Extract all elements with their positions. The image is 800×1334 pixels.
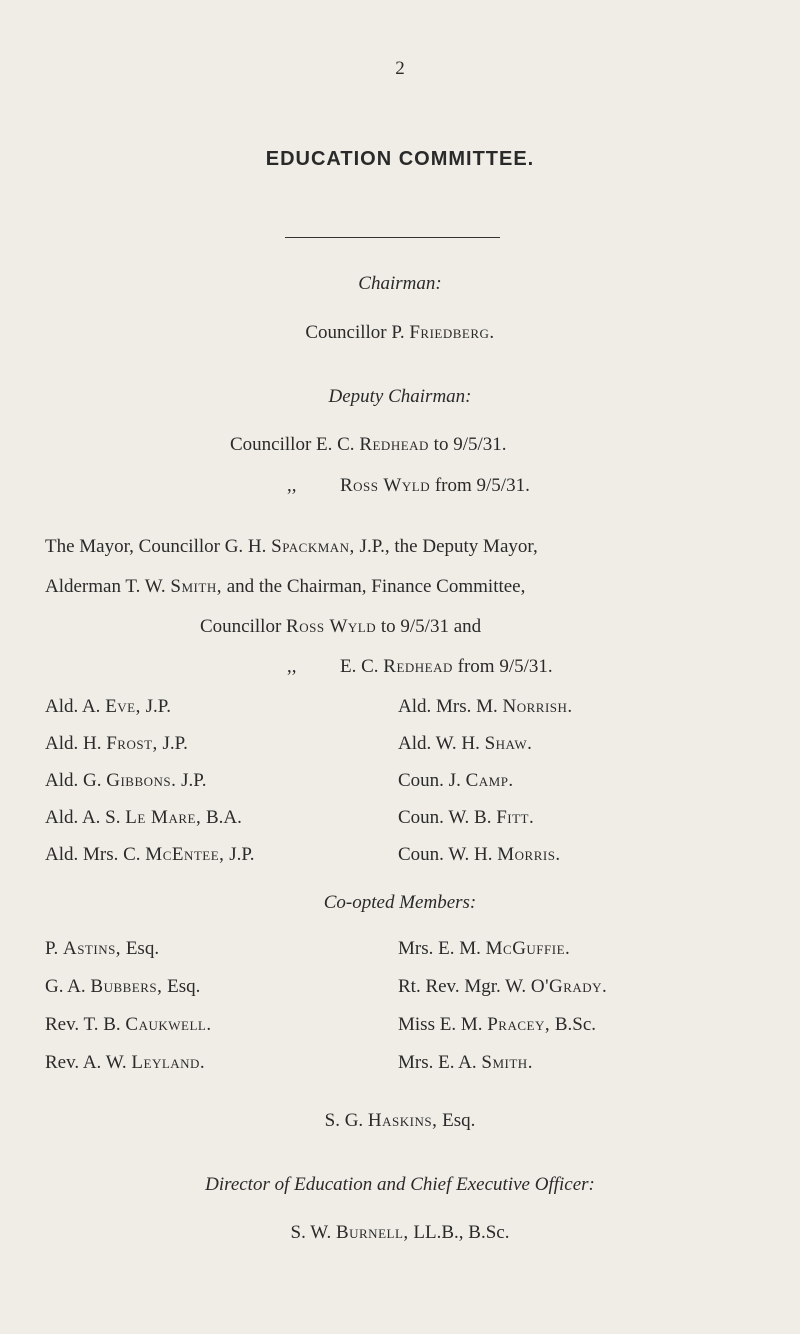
member-row bbox=[398, 844, 561, 866]
member-pre: Rt. Rev. Mgr. W. bbox=[398, 976, 527, 997]
chairman-heading: Chairman: bbox=[358, 273, 442, 294]
member-name: Smith. bbox=[481, 1052, 533, 1073]
director-post: LL.B., B.Sc. bbox=[413, 1222, 510, 1243]
ex-officio-line2-name: Smith, bbox=[170, 576, 222, 597]
member-name: Eve, bbox=[105, 696, 141, 717]
co-opted-last-post: Esq. bbox=[442, 1110, 476, 1131]
ex-officio-line1-text-b: J.P., the Deputy Mayor, bbox=[359, 536, 538, 557]
member-name: Pracey, bbox=[487, 1014, 551, 1035]
ex-officio-line2-text-a: Alderman T. W. bbox=[45, 576, 166, 597]
member-name: Leyland. bbox=[131, 1052, 206, 1073]
deputy-line1-prefix: Councillor E. C. bbox=[230, 434, 355, 455]
member-name: Camp. bbox=[465, 770, 514, 791]
member-row bbox=[45, 807, 242, 829]
co-opted-last-pre: S. G. bbox=[324, 1110, 364, 1131]
member-row bbox=[45, 733, 188, 755]
member-row bbox=[45, 770, 207, 792]
co-opted-last-name: Haskins, bbox=[367, 1110, 438, 1131]
deputy-chairman-line-2 bbox=[340, 475, 530, 497]
director-pre: S. W. bbox=[290, 1222, 332, 1243]
chairman-line bbox=[0, 322, 800, 344]
member-pre: Ald. Mrs. M. bbox=[398, 696, 498, 717]
co-opted-member-row bbox=[45, 976, 200, 998]
member-pre: Ald. W. H. bbox=[398, 733, 480, 754]
title-divider bbox=[285, 237, 500, 238]
director-line bbox=[0, 1222, 800, 1244]
member-post: B.Sc. bbox=[554, 1014, 597, 1035]
deputy-chairman-ditto: ,, bbox=[287, 475, 297, 496]
member-name: Frost, bbox=[106, 733, 158, 754]
member-row bbox=[398, 807, 534, 829]
ex-officio-line1-text-a: The Mayor, Councillor G. H. bbox=[45, 536, 267, 557]
ex-officio-line4-name: Redhead bbox=[383, 656, 453, 677]
member-row bbox=[398, 733, 532, 755]
member-post: J.P. bbox=[162, 733, 188, 754]
ex-officio-line-4 bbox=[340, 656, 553, 678]
member-name: Fitt. bbox=[496, 807, 535, 828]
member-name: O'Grady. bbox=[530, 976, 608, 997]
ex-officio-line4-text-a: E. C. bbox=[340, 656, 379, 677]
member-name: Norrish. bbox=[502, 696, 573, 717]
member-pre: Ald. H. bbox=[45, 733, 102, 754]
ex-officio-line3-text-a: Councillor bbox=[200, 616, 282, 637]
member-pre: Rev. T. B. bbox=[45, 1014, 121, 1035]
chairman-prefix: Councillor P. bbox=[305, 322, 405, 343]
ex-officio-line3-name: Ross Wyld bbox=[286, 616, 377, 637]
ex-officio-line-1 bbox=[45, 536, 538, 558]
deputy-line2-name: Ross Wyld bbox=[340, 475, 431, 496]
co-opted-member-last bbox=[0, 1110, 800, 1132]
co-opted-member-row bbox=[398, 1014, 596, 1036]
ex-officio-line1-name: Spackman, bbox=[271, 536, 355, 557]
director-heading: Director of Education and Chief Executive Officer: bbox=[205, 1174, 595, 1195]
co-opted-member-row bbox=[398, 976, 607, 998]
member-post: Esq. bbox=[167, 976, 201, 997]
deputy-chairman-heading: Deputy Chairman: bbox=[328, 386, 472, 407]
member-post: J.P. bbox=[145, 696, 171, 717]
deputy-line1-name: Redhead bbox=[359, 434, 429, 455]
member-name: Astins, bbox=[62, 938, 122, 959]
member-name: Le Mare, bbox=[125, 807, 202, 828]
member-post: Esq. bbox=[125, 938, 160, 959]
member-pre: Ald. G. bbox=[45, 770, 102, 791]
page-number: 2 bbox=[395, 58, 405, 79]
director-name: Burnell, bbox=[335, 1222, 409, 1243]
member-pre: P. bbox=[45, 938, 59, 959]
member-row bbox=[398, 696, 573, 718]
ex-officio-line-3 bbox=[200, 616, 481, 638]
member-pre: Mrs. E. M. bbox=[398, 938, 481, 959]
member-pre: Mrs. E. A. bbox=[398, 1052, 477, 1073]
deputy-line1-suffix: to 9/5/31. bbox=[433, 434, 507, 455]
member-name: McEntee, bbox=[145, 844, 225, 865]
member-pre: Rev. A. W. bbox=[45, 1052, 127, 1073]
member-row bbox=[398, 770, 514, 792]
member-pre: Coun. J. bbox=[398, 770, 461, 791]
member-pre: Miss E. M. bbox=[398, 1014, 483, 1035]
ex-officio-ditto: ,, bbox=[287, 656, 297, 677]
co-opted-member-row bbox=[45, 938, 159, 960]
member-post: J.P. bbox=[229, 844, 255, 865]
member-row bbox=[45, 696, 171, 718]
member-name: McGuffie. bbox=[485, 938, 571, 959]
member-row bbox=[45, 844, 255, 866]
co-opted-heading: Co-opted Members: bbox=[323, 892, 477, 913]
co-opted-member-row bbox=[398, 938, 570, 960]
ex-officio-line2-text-b: and the Chairman, Finance Committee, bbox=[226, 576, 526, 597]
co-opted-member-row bbox=[398, 1052, 533, 1074]
member-name: Gibbons. bbox=[106, 770, 177, 791]
member-pre: Coun. W. B. bbox=[398, 807, 492, 828]
page-title: EDUCATION COMMITTEE. bbox=[265, 148, 535, 170]
member-pre: Coun. W. H. bbox=[398, 844, 493, 865]
member-pre: Ald. A. bbox=[45, 696, 101, 717]
member-name: Shaw. bbox=[484, 733, 533, 754]
ex-officio-line4-text-b: from 9/5/31. bbox=[457, 656, 553, 677]
member-pre: G. A. bbox=[45, 976, 86, 997]
member-name: Caukwell. bbox=[125, 1014, 212, 1035]
ex-officio-line3-text-b: to 9/5/31 and bbox=[380, 616, 482, 637]
deputy-chairman-line-1 bbox=[230, 434, 507, 456]
deputy-line2-suffix: from 9/5/31. bbox=[434, 475, 530, 496]
co-opted-member-row bbox=[45, 1014, 212, 1036]
member-post: J.P. bbox=[181, 770, 207, 791]
member-name: Bubbers, bbox=[90, 976, 163, 997]
member-post: B.A. bbox=[205, 807, 242, 828]
member-pre: Ald. A. S. bbox=[45, 807, 121, 828]
chairman-name: Friedberg. bbox=[409, 322, 495, 343]
member-name: Morris. bbox=[497, 844, 561, 865]
member-pre: Ald. Mrs. C. bbox=[45, 844, 141, 865]
ex-officio-line-2 bbox=[45, 576, 525, 598]
co-opted-member-row bbox=[45, 1052, 205, 1074]
